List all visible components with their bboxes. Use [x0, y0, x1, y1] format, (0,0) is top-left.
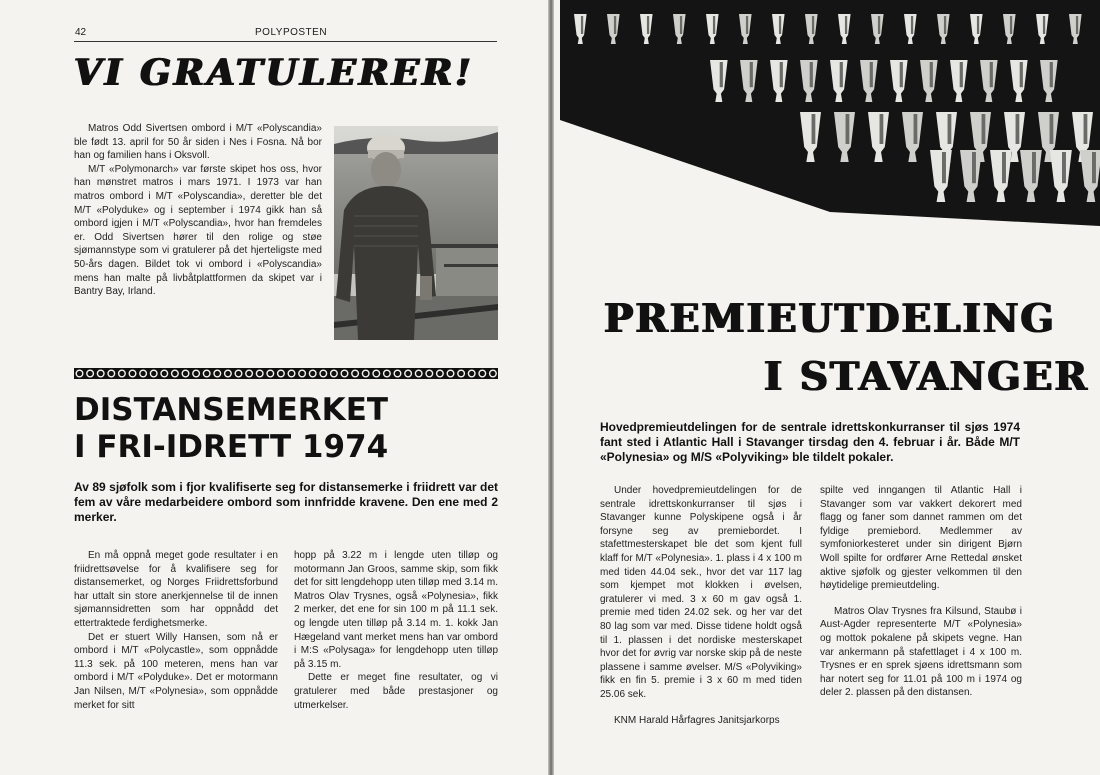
ornament-divider [74, 368, 498, 379]
page-number: 42 [75, 27, 87, 38]
trophy-shade [812, 114, 816, 144]
trophy-shade [1076, 16, 1078, 34]
trophy-shade [1050, 114, 1054, 144]
trophy-shade [746, 16, 748, 34]
distansemerket-paragraph: hopp på 3.22 m i lengde uten tilløp og motormann Jan Groos, samme skip, som fikk det for sitt lengdehopp uten tilløp med 3.14 m. Matros Olav Trysnes, også «Polynesia», fikk 2 merker, det ene for sin 100 m på 11.1 sek. og lengde uten tilløp på 3.14 m. 1. kokk Jan Hægeland vant merket mens han var ombord i M:S «Polysaga» for lengdehopp uten tilløp på 3.15 m. [294, 550, 498, 670]
trophy-shade [1010, 16, 1012, 34]
trophy-shade [990, 62, 993, 87]
trophy-shade [900, 62, 903, 87]
trophy-shade [780, 62, 783, 87]
trophy-shade [1084, 114, 1088, 144]
distansemerket-title-line1: DISTANSEMERKET [74, 392, 389, 428]
trophy-shade [982, 114, 986, 144]
distansemerket-title-line2: I FRI-IDRETT 1974 [74, 429, 389, 465]
distansemerket-column-1 [74, 549, 278, 712]
premieutdeling-column-2 [820, 484, 1022, 700]
trophy-shade [1050, 62, 1053, 87]
trophy-shade [720, 62, 723, 87]
left-page [0, 0, 548, 775]
trophy-shade [581, 16, 583, 34]
premieutdeling-column-1 [600, 484, 802, 727]
premieutdeling-title-line1: PREMIEUTDELING [604, 296, 1056, 342]
premieutdeling-lead: Hovedpremieutdelingen for de sentrale idrettskonkurranser til sjøs 1974 fant sted i Atlantic Hall i Stavanger tirsdag den 4. februar i år. Både M/T «Polynesia» og M/S «Polyviking» ble tildelt pokaler. [600, 420, 1020, 464]
trophy-shade [930, 62, 933, 87]
trophy-shade [1002, 152, 1006, 183]
trophy-shade [1062, 152, 1066, 183]
trophy-shade [1043, 16, 1045, 34]
trophy-shade [846, 114, 850, 144]
distansemerket-paragraph: Dette er meget fine resultater, og vi gratulerer med både prestasjoner og utmerkelser. [294, 672, 498, 711]
trophy-shade [880, 114, 884, 144]
premieutdeling-title-line2: I STAVANGER [764, 354, 1089, 400]
trophy-shade [1032, 152, 1036, 183]
gratulerer-article [74, 122, 322, 299]
sailor-photo [334, 126, 498, 340]
gratulerer-paragraph: Matros Odd Sivertsen ombord i M/T «Polyscandia» ble født 13. april for 50 år siden i Nes i Fosna. Nå bor han og familien hans i Oksvoll. [74, 123, 322, 162]
gratulerer-paragraph: M/T «Polymonarch» var første skipet hos oss, hvor han mønstret matros i mars 1971. I 1973 var han matros ombord i M/T «Polyscandia», deretter ble det M/T «Polyduke» og i september i 1974 gikk han så ombord igjen i M/T «Polyscandia», hvor han fremdeles er. Odd Sivertsen hører til den rolige og støe sjømannstype som vi gratulerer på det hjerteligste med 50-års dagen. Bildet tok vi ombord i «Polyscandia» mens han malte på livbåtplattformen da skipet var i Bantry Bay, Irland. [74, 163, 322, 298]
header-rule [74, 41, 497, 42]
distansemerket-paragraph: Det er stuert Willy Hansen, som nå er ombord i M/T «Polycastle», som oppnådde 11.3 sek. på 100 meteren, mens han var ombord i M/T «Polyduke». Det er motormann Jan Nilsen, M/T «Polynesia», som oppnådde merket for sitt [74, 631, 278, 711]
premieutdeling-paragraph: KNM Harald Hårfagres Janitsjarkorps [614, 714, 780, 726]
trophy-shade [810, 62, 813, 87]
trophy-shade [870, 62, 873, 87]
trophy-shade [680, 16, 682, 34]
running-head: POLYPOSTEN [255, 27, 328, 38]
trophy-shade [1092, 152, 1096, 183]
premieutdeling-paragraph: Under hovedpremieutdelingen for de sentrale idrettskonkurranser til sjøs i Stavanger kunne Polyskipene også i år forsyne seg av premiebordet. I stafettmesterskapet ble det som kjent full klaff for M/T «Polynesia». 1. plass i 4 x 100 m med tiden 44.04 sek., hvor det var 117 lag som kjempet mot klokken i øvelsen, gratulerer vi med. 3 x 60 m gav også 1. premie med tiden 24.02 sek. og her var det 80 lag som var med. Disse tidene holdt også til 1. plassen i det nordiske mesterskapet hvor det for øvrig var norske skip på de neste plassene i samme øvelser. M/S «Polyviking» fikk en fin 5. premie i 3 x 60 m med tiden 25.06 sek. [600, 485, 802, 700]
trophy-shade [911, 16, 913, 34]
distansemerket-title [74, 392, 388, 466]
trophy-shade [845, 16, 847, 34]
trophy-shade [960, 62, 963, 87]
trophy-shade [647, 16, 649, 34]
trophy-shade [948, 114, 952, 144]
distansemerket-paragraph: En må oppnå meget gode resultater i en friidrettsøvelse for å kvalifisere seg for distansemerket, og Norges Friidrettsforbund har uttalt sin store anerkjennelse til de innen sjømannsidretten som har oppnådd det ettertraktede ferdighetsmerke. [74, 550, 278, 629]
trophy-shade [878, 16, 880, 34]
trophy-shade [779, 16, 781, 34]
distansemerket-lead: Av 89 sjøfolk som i fjor kvalifiserte seg for distansemerke i friidrett var det fem av våre medarbeidere ombord som innfridde kravene. Den ene med 2 merker. [74, 480, 498, 524]
trophy-shade [1020, 62, 1023, 87]
trophy-shade [614, 16, 616, 34]
trophy-shade [713, 16, 715, 34]
trophy-shade [812, 16, 814, 34]
trophy-shade [972, 152, 976, 183]
sailor-photo-illustration [334, 126, 498, 340]
trophy-shade [1016, 114, 1020, 144]
trophy-shade [944, 16, 946, 34]
distansemerket-column-2 [294, 549, 498, 712]
premieutdeling-paragraph: spilte ved inngangen til Atlantic Hall i Stavanger som var vakkert dekorert med flagg og faner som dannet rammen om det fyldige premiebord. Medlemmer av symfoniorkesteret under sin dirigent Bjørn Woll spilte for ordfører Arne Rettedal ønsket aktive sjøfolk og gjester velkommen til den høytidelige premieutdeling. [820, 485, 1022, 592]
trophy-shade [942, 152, 946, 183]
premieutdeling-paragraph: Matros Olav Trysnes fra Kilsund, Staubø i Aust-Agder representerte M/T «Polynesia» og mottok pokalene på skipets vegne. Han var ankermann på stafettlaget i 4 x 100 m. Trysnes er en sprek sjøens idrettsmann som har notert seg for 11.01 på 100 m i 1974 og deler 2. plassen på den distansen. [820, 605, 1022, 699]
gratulerer-title: VI GRATULERER! [74, 52, 474, 94]
trophy-photo [560, 0, 1100, 226]
trophy-shade [840, 62, 843, 87]
trophy-shade [914, 114, 918, 144]
right-page [554, 0, 1100, 775]
trophy-shade [977, 16, 979, 34]
trophy-shade [750, 62, 753, 87]
